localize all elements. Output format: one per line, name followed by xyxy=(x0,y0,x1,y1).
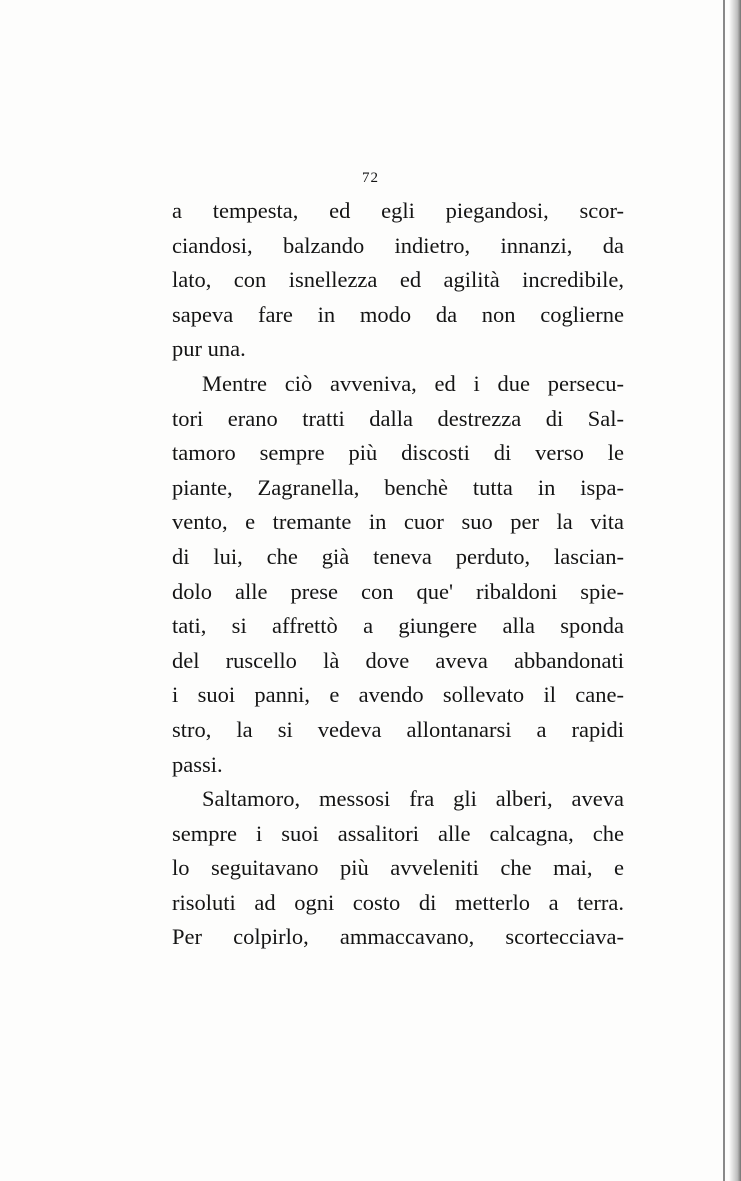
text-line: vento, e tremante in cuor suo per la vita xyxy=(172,509,624,535)
text-line: lato, con isnellezza ed agilità incredibile, xyxy=(172,267,624,293)
text-line: tamoro sempre più discosti di verso le xyxy=(172,440,624,466)
text-line: a tempesta, ed egli piegandosi, scor- xyxy=(172,198,624,223)
text-line: del ruscello là dove aveva abbandonati xyxy=(172,647,624,673)
text-line: dolo alle prese con que' ribaldoni spie- xyxy=(172,578,624,604)
text-line: Mentre ciò avveniva, ed i due persecu- xyxy=(202,370,624,396)
text-line: sapeva fare in modo da non coglierne xyxy=(172,301,624,327)
page-number: 72 xyxy=(362,170,379,186)
text-line: Saltamoro, messosi fra gli alberi, aveva xyxy=(202,786,624,812)
text-line: stro, la si vedeva allontanarsi a rapidi xyxy=(172,716,624,742)
text-line: Per colpirlo, ammaccavano, scortecciava- xyxy=(172,924,624,950)
text-line: i suoi panni, e avendo sollevato il cane- xyxy=(172,682,624,708)
text-line: pur una. xyxy=(172,336,246,362)
text-line: tori erano tratti dalla destrezza di Sal- xyxy=(172,405,624,431)
text-line: sempre i suoi assalitori alle calcagna, che xyxy=(172,820,624,846)
text-line: piante, Zagranella, benchè tutta in ispa- xyxy=(172,474,624,500)
text-line: ciandosi, balzando indietro, innanzi, da xyxy=(172,232,624,258)
text-line: di lui, che già teneva perduto, lascian- xyxy=(172,543,624,569)
text-line: risoluti ad ogni costo di metterlo a terra. xyxy=(172,889,624,915)
body-text xyxy=(172,194,624,955)
text-line: passi. xyxy=(172,751,223,777)
text-line: lo seguitavano più avveleniti che mai, e xyxy=(172,855,624,881)
text-line: tati, si affrettò a giungere alla sponda xyxy=(172,613,624,639)
